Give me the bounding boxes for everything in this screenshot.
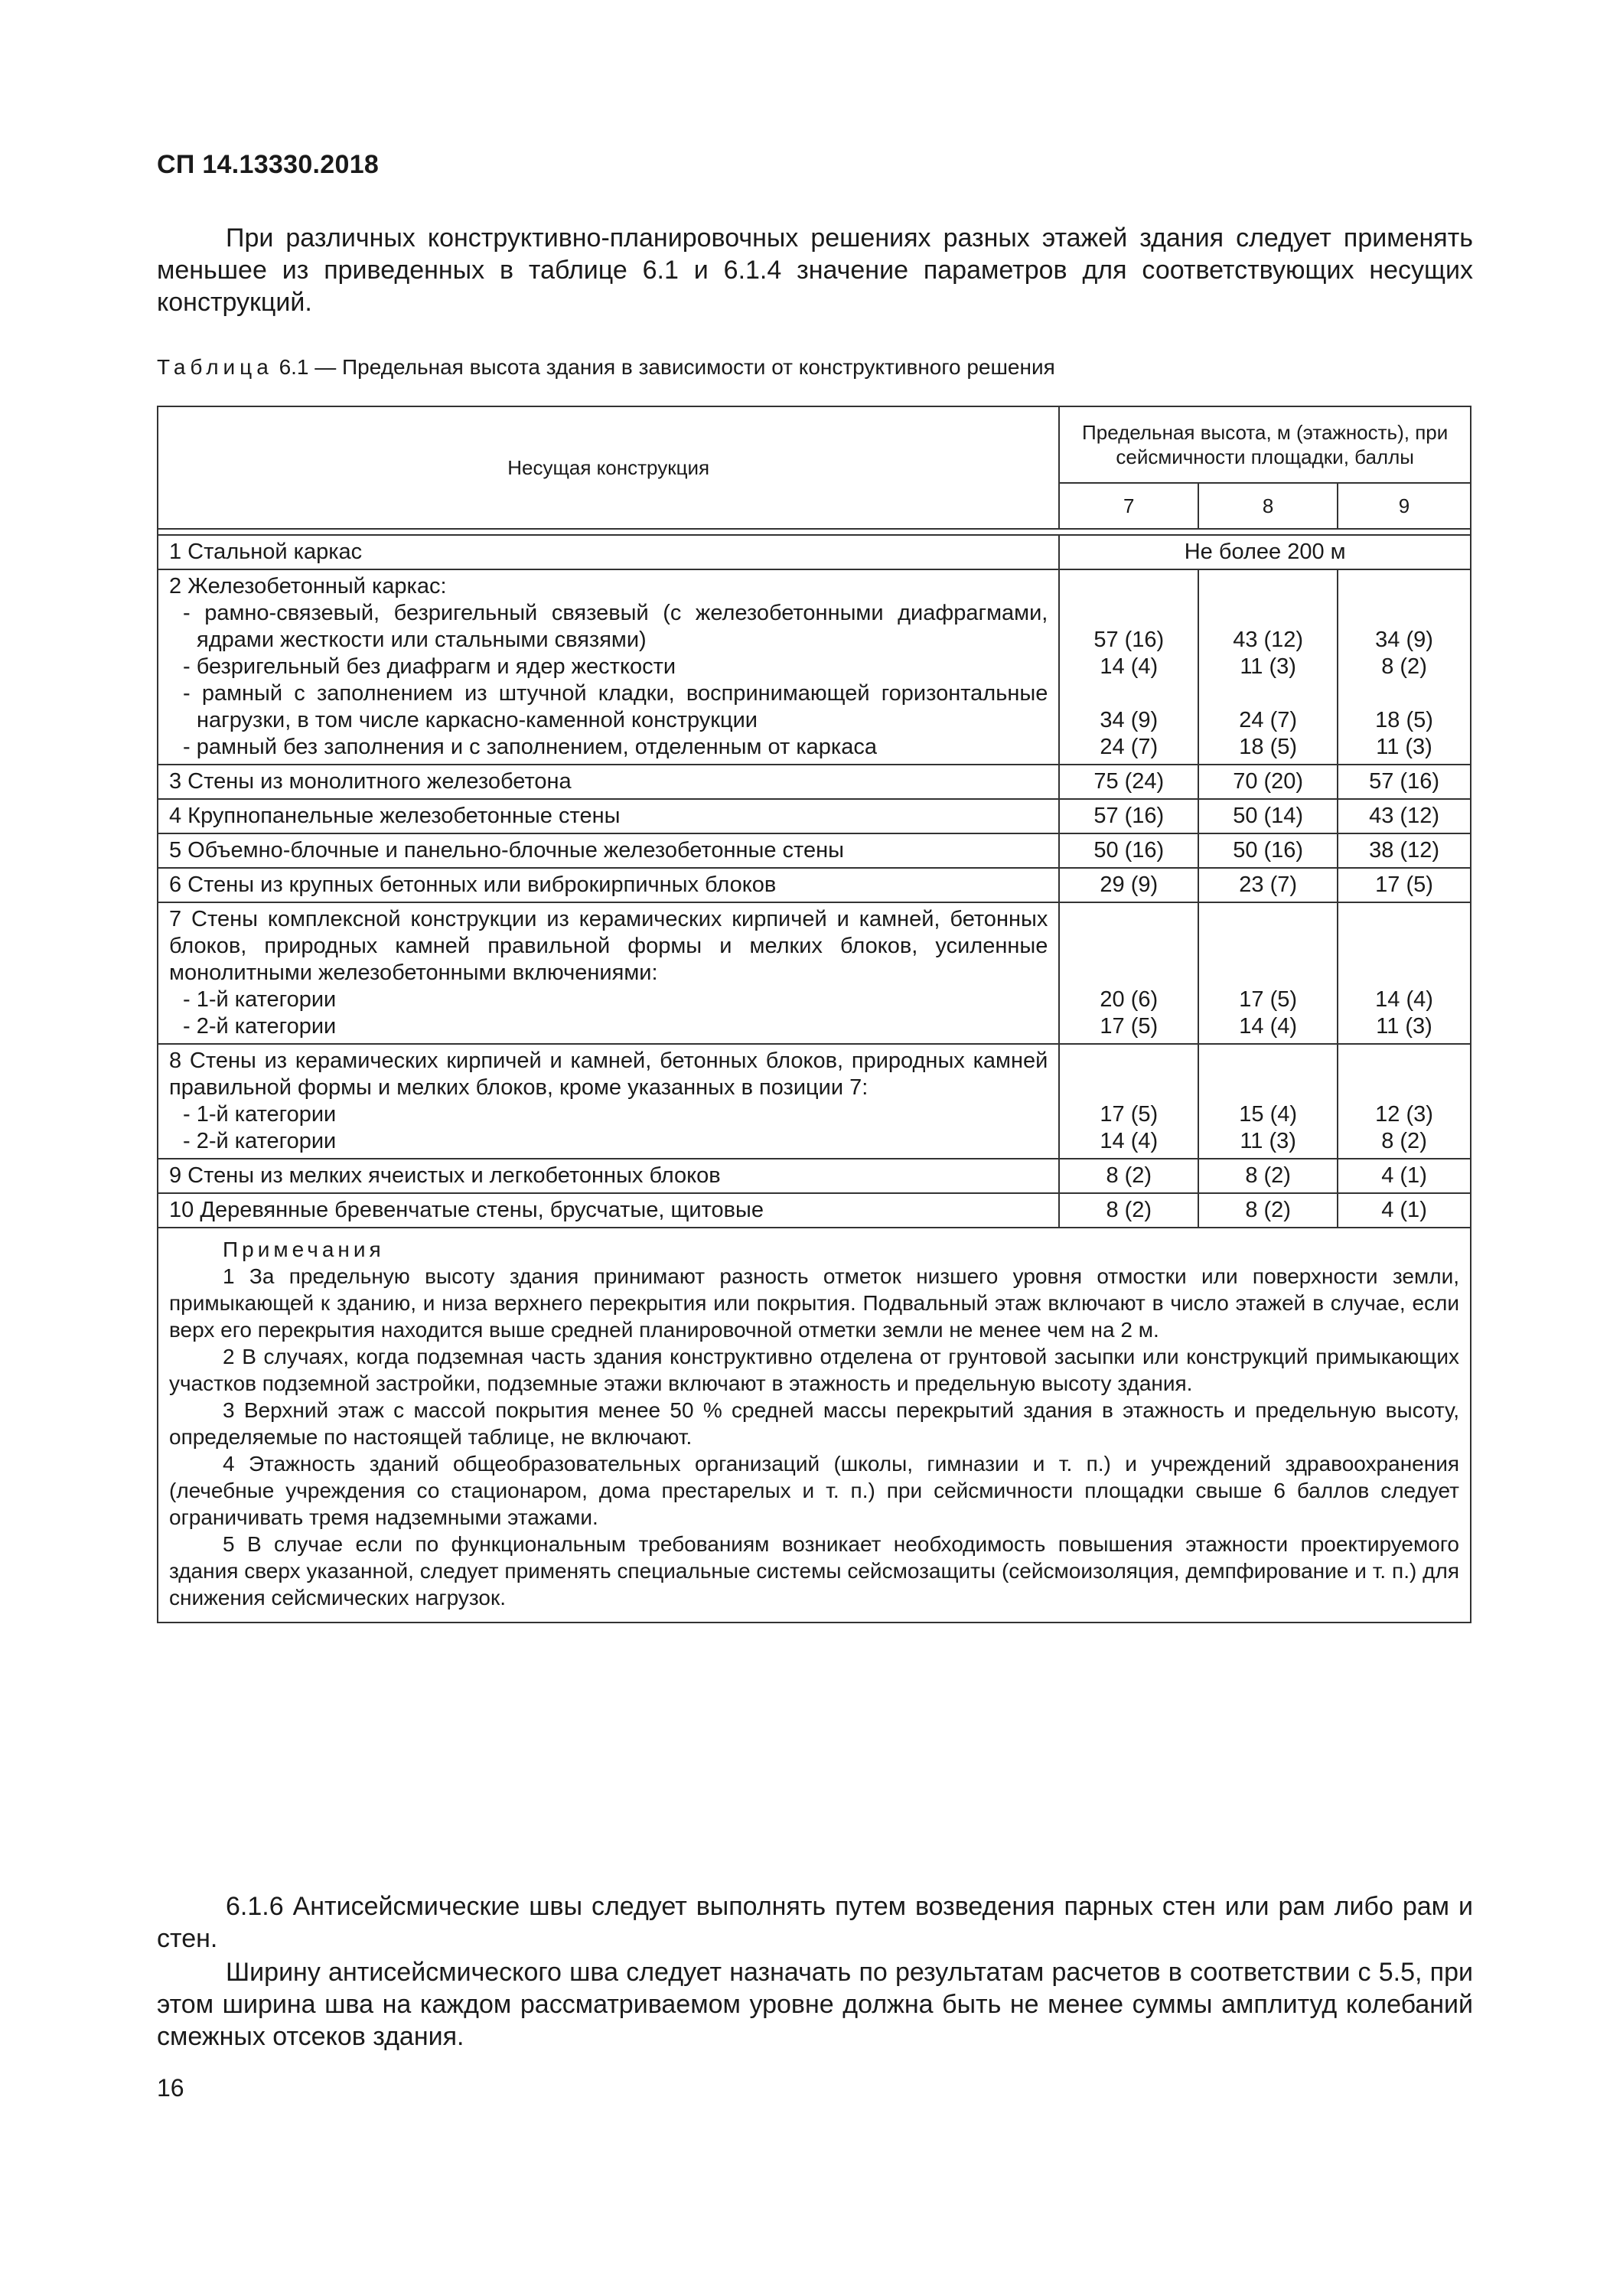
note-1: 1 За предельную высоту здания принимают разность отметок низшего уровня отмостки или поверхности земли, примыкающей к зданию, и низа верхнего перекрытия или покрытия. Подвальный этаж включают в число этажей в случае, если верх его перекрытия находится выше средней планировочной отметки земли не менее чем на 2 м. bbox=[169, 1264, 1459, 1342]
note-2: 2 В случаях, когда подземная часть здания конструктивно отделена от грунтовой засыпки или конструкций примыкающих участков подземной застройки, подземные этажи включают в этажность и предельную высоту здания. bbox=[169, 1345, 1459, 1395]
cell-value: 14 (4) bbox=[1100, 1129, 1159, 1153]
row-4-label: 4 Крупнопанельные железобетонные стены bbox=[158, 799, 1059, 833]
row-1-value: Не более 200 м bbox=[1059, 535, 1471, 569]
row-8-title: 8 Стены из керамических кирпичей и камней, бетонных блоков, природных камней правильной формы и мелких блоков, кроме указанных в позиции 7: bbox=[169, 1049, 1048, 1100]
cell-value: 17 (5) bbox=[1239, 987, 1298, 1012]
row-7-title: 7 Стены комплексной конструкции из керамических кирпичей и камней, бетонных блоков, природных камней правильной формы и мелких блоков, усиленные монолитными железобетонными включениями: bbox=[169, 907, 1048, 985]
row-8-col-9 bbox=[1338, 1044, 1471, 1159]
table-row bbox=[158, 799, 1471, 833]
row-2-desc bbox=[158, 569, 1059, 765]
note-5: 5 В случае если по функциональным требованиям возникает необходимость повышения этажности проектируемого здания сверх указанной, следует применять специальные системы сейсмозащиты (сейсмоизоляция, демпфирование и т. п.) для снижения сейсмических нагрузок. bbox=[169, 1532, 1459, 1609]
cell-value: 11 (3) bbox=[1240, 1129, 1296, 1153]
cell-value: 8 (2) bbox=[1198, 1193, 1338, 1228]
cell-value: 14 (4) bbox=[1100, 654, 1159, 679]
row-8-col-8 bbox=[1198, 1044, 1338, 1159]
cell-value: 43 (12) bbox=[1233, 628, 1304, 652]
cell-value: 18 (5) bbox=[1375, 708, 1433, 732]
paragraph-joint-width: Ширину антисейсмического шва следует назначать по результатам расчетов в соответствии с 5.5, при этом ширина шва на каждом рассматриваемом уровне должна быть не менее суммы амплитуд колебаний смежных отсеков здания. bbox=[157, 1958, 1473, 2051]
cell-value: 57 (16) bbox=[1059, 799, 1198, 833]
row-2-title: 2 Железобетонный каркас: bbox=[169, 574, 447, 598]
cell-value: 8 (2) bbox=[1381, 1129, 1427, 1153]
score-9: 9 bbox=[1338, 483, 1471, 529]
header-construct: Несущая конструкция bbox=[158, 406, 1059, 529]
table-row bbox=[158, 765, 1471, 799]
cell-value: 14 (4) bbox=[1239, 1014, 1298, 1039]
row-2-col-9 bbox=[1338, 569, 1471, 765]
table-row bbox=[158, 1044, 1471, 1159]
cell-value: 50 (16) bbox=[1198, 833, 1338, 868]
table-caption-text: 6.1 — Предельная высота здания в зависимости от конструктивного решения bbox=[279, 355, 1055, 379]
header-height: Предельная высота, м (этажность), при сейсмичности площадки, баллы bbox=[1059, 406, 1471, 483]
row-8-desc bbox=[158, 1044, 1059, 1159]
score-7: 7 bbox=[1059, 483, 1198, 529]
paragraph-6-1-6: 6.1.6 Антисейсмические швы следует выполнять путем возведения парных стен или рам либо рам и стен. bbox=[157, 1892, 1473, 1953]
row-2-col-7 bbox=[1059, 569, 1198, 765]
table-row bbox=[158, 902, 1471, 1044]
cell-value: 24 (7) bbox=[1100, 735, 1159, 759]
cell-value: 57 (16) bbox=[1338, 765, 1471, 799]
table-caption-label: Таблица bbox=[157, 355, 273, 379]
cell-value: 70 (20) bbox=[1198, 765, 1338, 799]
cell-value: 38 (12) bbox=[1338, 833, 1471, 868]
cell-value: 29 (9) bbox=[1059, 868, 1198, 902]
cell-value: 50 (14) bbox=[1198, 799, 1338, 833]
row-2-sub-1: - рамно-связевый, безригельный связевый (с железобетонными диафрагмами, ядрами жесткости или стальными связями) bbox=[183, 601, 1048, 652]
cell-value: 12 (3) bbox=[1375, 1102, 1433, 1127]
cell-value: 8 (2) bbox=[1059, 1159, 1198, 1193]
table-header-row bbox=[158, 406, 1471, 483]
row-1-label: 1 Стальной каркас bbox=[158, 535, 1059, 569]
cell-value: 43 (12) bbox=[1338, 799, 1471, 833]
row-8-sub-1: - 1-й категории bbox=[183, 1102, 337, 1127]
table-row bbox=[158, 868, 1471, 902]
table-row bbox=[158, 1193, 1471, 1228]
cell-value: 11 (3) bbox=[1376, 735, 1432, 759]
cell-value: 34 (9) bbox=[1100, 708, 1159, 732]
row-9-label: 9 Стены из мелких ячеистых и легкобетонных блоков bbox=[158, 1159, 1059, 1193]
cell-value: 20 (6) bbox=[1100, 987, 1159, 1012]
cell-value: 17 (5) bbox=[1100, 1102, 1159, 1127]
row-2-sub-4: - рамный без заполнения и с заполнением, отделенным от каркаса bbox=[183, 735, 878, 759]
row-7-sub-1: - 1-й категории bbox=[183, 987, 337, 1012]
cell-value: 14 (4) bbox=[1375, 987, 1433, 1012]
row-7-sub-2: - 2-й категории bbox=[183, 1014, 337, 1039]
cell-value: 8 (2) bbox=[1059, 1193, 1198, 1228]
cell-value: 23 (7) bbox=[1198, 868, 1338, 902]
table-6-1 bbox=[157, 406, 1471, 1623]
notes-title: Примечания bbox=[223, 1238, 385, 1261]
row-3-label: 3 Стены из монолитного железобетона bbox=[158, 765, 1059, 799]
cell-value: 8 (2) bbox=[1381, 654, 1427, 679]
score-8: 8 bbox=[1198, 483, 1338, 529]
row-2-sub-3: - рамный с заполнением из штучной кладки, воспринимающей горизонтальные нагрузки, в том числе каркасно-каменной конструкции bbox=[183, 681, 1048, 732]
cell-value: 15 (4) bbox=[1239, 1102, 1298, 1127]
cell-value: 4 (1) bbox=[1338, 1193, 1471, 1228]
row-7-col-9 bbox=[1338, 902, 1471, 1044]
row-6-label: 6 Стены из крупных бетонных или виброкирпичных блоков bbox=[158, 868, 1059, 902]
cell-value: 50 (16) bbox=[1059, 833, 1198, 868]
cell-value: 17 (5) bbox=[1100, 1014, 1159, 1039]
cell-value: 24 (7) bbox=[1239, 708, 1298, 732]
notes-cell bbox=[158, 1228, 1471, 1623]
table-caption bbox=[157, 354, 1473, 381]
cell-value: 11 (3) bbox=[1240, 654, 1296, 679]
row-10-label: 10 Деревянные бревенчатые стены, брусчатые, щитовые bbox=[158, 1193, 1059, 1228]
table-row bbox=[158, 833, 1471, 868]
row-2-sub-2: - безригельный без диафрагм и ядер жесткости bbox=[183, 654, 676, 679]
cell-value: 8 (2) bbox=[1198, 1159, 1338, 1193]
cell-value: 11 (3) bbox=[1376, 1014, 1432, 1039]
row-8-col-7 bbox=[1059, 1044, 1198, 1159]
table-row bbox=[158, 569, 1471, 765]
row-2-col-8 bbox=[1198, 569, 1338, 765]
row-8-sub-2: - 2-й категории bbox=[183, 1129, 337, 1153]
row-5-label: 5 Объемно-блочные и панельно-блочные железобетонные стены bbox=[158, 833, 1059, 868]
cell-value: 34 (9) bbox=[1375, 628, 1433, 652]
notes-row bbox=[158, 1228, 1471, 1623]
cell-value: 57 (16) bbox=[1093, 628, 1165, 652]
cell-value: 18 (5) bbox=[1239, 735, 1298, 759]
intro-paragraph: При различных конструктивно-планировочных решениях разных этажей здания следует применять меньшее из приведенных в таблице 6.1 и 6.1.4 значение параметров для соответствующих несущих конструкций. bbox=[157, 223, 1473, 317]
table-row bbox=[158, 1159, 1471, 1193]
row-7-desc bbox=[158, 902, 1059, 1044]
row-7-col-7 bbox=[1059, 902, 1198, 1044]
note-3: 3 Верхний этаж с массой покрытия менее 50 % средней массы перекрытий здания в этажность и предельную высоту, определяемые по настоящей таблице, не включают. bbox=[169, 1398, 1459, 1449]
document-code: СП 14.13330.2018 bbox=[157, 150, 380, 179]
cell-value: 17 (5) bbox=[1338, 868, 1471, 902]
row-7-col-8 bbox=[1198, 902, 1338, 1044]
cell-value: 4 (1) bbox=[1338, 1159, 1471, 1193]
table-row bbox=[158, 535, 1471, 569]
cell-value: 75 (24) bbox=[1059, 765, 1198, 799]
page-number: 16 bbox=[157, 2074, 184, 2102]
note-4: 4 Этажность зданий общеобразовательных организаций (школы, гимназии и т. п.) и учреждений здравоохранения (лечебные учреждения со стационаром, дома престарелых и т. п.) при сейсмичности площадки свыше 6 баллов следует ограничивать тремя надземными этажами. bbox=[169, 1452, 1459, 1529]
